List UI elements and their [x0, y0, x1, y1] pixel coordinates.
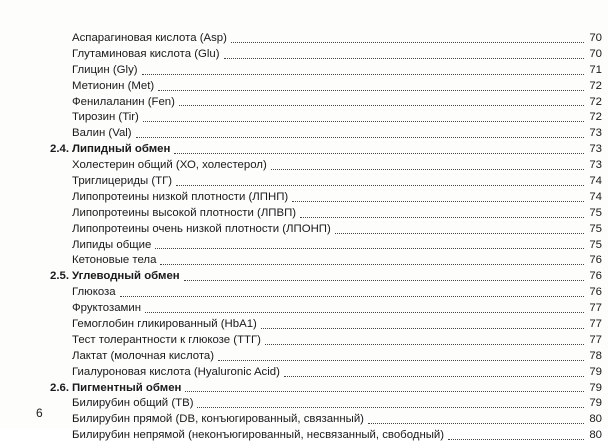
dot-leader	[261, 327, 584, 329]
section-number: 2.4.	[50, 143, 69, 156]
toc-entry-title	[50, 110, 139, 126]
toc-page-number: 76	[589, 270, 602, 283]
toc-entry	[50, 126, 602, 142]
dot-leader	[184, 279, 584, 281]
entry-title-text: Углеводный обмен	[72, 270, 180, 283]
dot-leader	[231, 41, 584, 43]
toc-page-number: 72	[589, 111, 602, 124]
toc-page-number: 76	[589, 286, 602, 299]
toc-page-number: 75	[589, 206, 602, 219]
dot-leader	[158, 89, 584, 91]
dot-leader	[335, 232, 584, 234]
entry-title-text: Пигментный обмен	[72, 381, 182, 394]
entry-title-text: Тирозин (Tir)	[72, 111, 139, 124]
toc-page-number: 77	[589, 302, 602, 315]
toc-page-number: 80	[589, 429, 602, 442]
toc-page-number: 71	[589, 63, 602, 76]
entry-title-text: Липопротеины очень низкой плотности (ЛПОНП)	[72, 222, 331, 235]
dot-leader	[176, 184, 584, 186]
toc-entry-title	[50, 301, 141, 317]
entry-title-text: Глутаминовая кислота (Glu)	[72, 47, 220, 60]
toc-entry-title	[50, 31, 227, 47]
toc-page-number: 73	[589, 159, 602, 172]
toc-entry-title	[50, 174, 172, 190]
toc-entry-title	[50, 126, 132, 142]
toc-entry	[50, 95, 602, 111]
dot-leader	[224, 57, 584, 59]
dot-leader	[142, 73, 584, 75]
page-number: 6	[36, 406, 43, 420]
dot-leader	[145, 311, 584, 313]
section-number: 2.6.	[50, 381, 69, 394]
toc-entry-title	[50, 63, 138, 79]
toc-entry	[50, 317, 602, 333]
toc-entry	[50, 63, 602, 79]
entry-title-text: Кетоновые тела	[72, 254, 157, 267]
entry-title-text: Фруктозамин	[72, 302, 142, 315]
toc-page-number: 75	[589, 238, 602, 251]
toc-page-number: 77	[589, 318, 602, 331]
toc-section-heading	[50, 381, 602, 397]
dot-leader	[143, 120, 584, 122]
toc-entry-title	[50, 142, 170, 158]
entry-title-text: Билирубин прямой (DB, конъюгированный, связанный)	[72, 413, 364, 426]
toc-entry	[50, 285, 602, 301]
toc-entry	[50, 333, 602, 349]
toc-page-number: 70	[589, 47, 602, 60]
toc-entry-title	[50, 158, 267, 174]
toc-entry-title	[50, 269, 180, 285]
dot-leader	[292, 200, 584, 202]
toc-section-heading	[50, 142, 602, 158]
toc-page-number: 77	[589, 333, 602, 346]
entry-title-text: Липопротеины высокой плотности (ЛПВП)	[72, 206, 297, 219]
toc-page-number: 80	[589, 413, 602, 426]
entry-title-text: Аспарагиновая кислота (Asp)	[72, 31, 227, 44]
toc-entry-title	[50, 238, 151, 254]
toc-entry	[50, 428, 602, 444]
toc-entry-title	[50, 365, 280, 381]
toc-entry-title	[50, 396, 193, 412]
entry-title-text: Липиды общие	[72, 238, 152, 251]
toc-entry-title	[50, 381, 181, 397]
toc-entry-title	[50, 349, 214, 365]
toc-page-number: 75	[589, 222, 602, 235]
toc-entry-title	[50, 222, 331, 238]
toc-entry	[50, 396, 602, 412]
toc-entry-title	[50, 253, 156, 269]
toc-entry	[50, 79, 602, 95]
toc-page-number: 76	[589, 254, 602, 267]
toc-entry	[50, 206, 602, 222]
toc-page-number: 79	[589, 397, 602, 410]
toc-entry-title	[50, 333, 261, 349]
toc-entry-title	[50, 317, 257, 333]
dot-leader	[265, 343, 584, 345]
entry-title-text: Холестерин общий (ХО, холестерол)	[72, 159, 267, 172]
toc-entry	[50, 412, 602, 428]
toc-page-number: 73	[589, 143, 602, 156]
toc-page-number: 79	[589, 381, 602, 394]
entry-title-text: Липидный обмен	[72, 143, 171, 156]
toc-page-number: 73	[589, 127, 602, 140]
entry-title-text: Тест толерантности к глюкозе (ТТГ)	[72, 333, 261, 346]
entry-title-text: Билирубин общий (ТВ)	[72, 397, 194, 410]
entry-title-text: Гемоглобин гликированный (HbA1)	[72, 318, 257, 331]
toc-entry	[50, 365, 602, 381]
toc-entry-title	[50, 206, 296, 222]
dot-leader	[185, 390, 584, 392]
toc-entry	[50, 31, 602, 47]
entry-title-text: Триглицериды (ТГ)	[72, 175, 173, 187]
dot-leader	[218, 359, 584, 361]
toc-entry	[50, 47, 602, 63]
toc-entry	[50, 110, 602, 126]
entry-title-text: Метионин (Met)	[72, 79, 155, 92]
dot-leader	[155, 247, 584, 249]
toc-entry	[50, 190, 602, 206]
entry-title-text: Гиалуроновая кислота (Hyaluronic Acid)	[72, 365, 280, 378]
entry-title-text: Глюкоза	[72, 286, 116, 299]
toc-entry	[50, 222, 602, 238]
toc-section-heading	[50, 269, 602, 285]
toc-entry-title	[50, 95, 175, 111]
toc-page-number: 78	[589, 349, 602, 362]
dot-leader	[197, 406, 584, 408]
toc-page-number: 79	[589, 365, 602, 378]
dot-leader	[271, 168, 584, 170]
dot-leader	[174, 152, 584, 154]
toc-entry-title	[50, 285, 116, 301]
entry-title-text: Фенилаланин (Fen)	[72, 95, 175, 108]
toc-entry-title	[50, 79, 154, 95]
entry-title-text: Билирубин непрямой (неконъюгированный, несвязанный, свободный)	[72, 429, 445, 442]
toc-page-number: 72	[589, 95, 602, 108]
toc-entry	[50, 349, 602, 365]
toc-entry	[50, 158, 602, 174]
toc-entry-title	[50, 428, 444, 444]
toc-page-number: 74	[589, 175, 602, 187]
dot-leader	[284, 375, 584, 377]
entry-title-text: Липопротеины низкой плотности (ЛПНП)	[72, 190, 289, 203]
toc-entry-title	[50, 412, 364, 428]
dot-leader	[368, 422, 584, 424]
entry-title-text: Лактат (молочная кислота)	[72, 349, 215, 362]
entry-title-text: Валин (Val)	[72, 127, 132, 140]
dot-leader	[300, 216, 584, 218]
dot-leader	[448, 438, 584, 440]
toc-entry	[50, 253, 602, 269]
toc-entry	[50, 301, 602, 317]
toc-page-number: 74	[589, 190, 602, 203]
dot-leader	[120, 295, 584, 297]
table-of-contents	[50, 31, 602, 444]
toc-page-number: 72	[589, 79, 602, 92]
toc-entry-title	[50, 190, 288, 206]
toc-entry-title	[50, 47, 220, 63]
entry-title-text: Глицин (Gly)	[72, 63, 138, 76]
section-number: 2.5.	[50, 270, 69, 283]
toc-entry	[50, 174, 602, 190]
dot-leader	[160, 263, 584, 265]
dot-leader	[136, 136, 584, 138]
toc-entry	[50, 238, 602, 254]
dot-leader	[179, 104, 584, 106]
toc-page-number: 70	[589, 31, 602, 44]
